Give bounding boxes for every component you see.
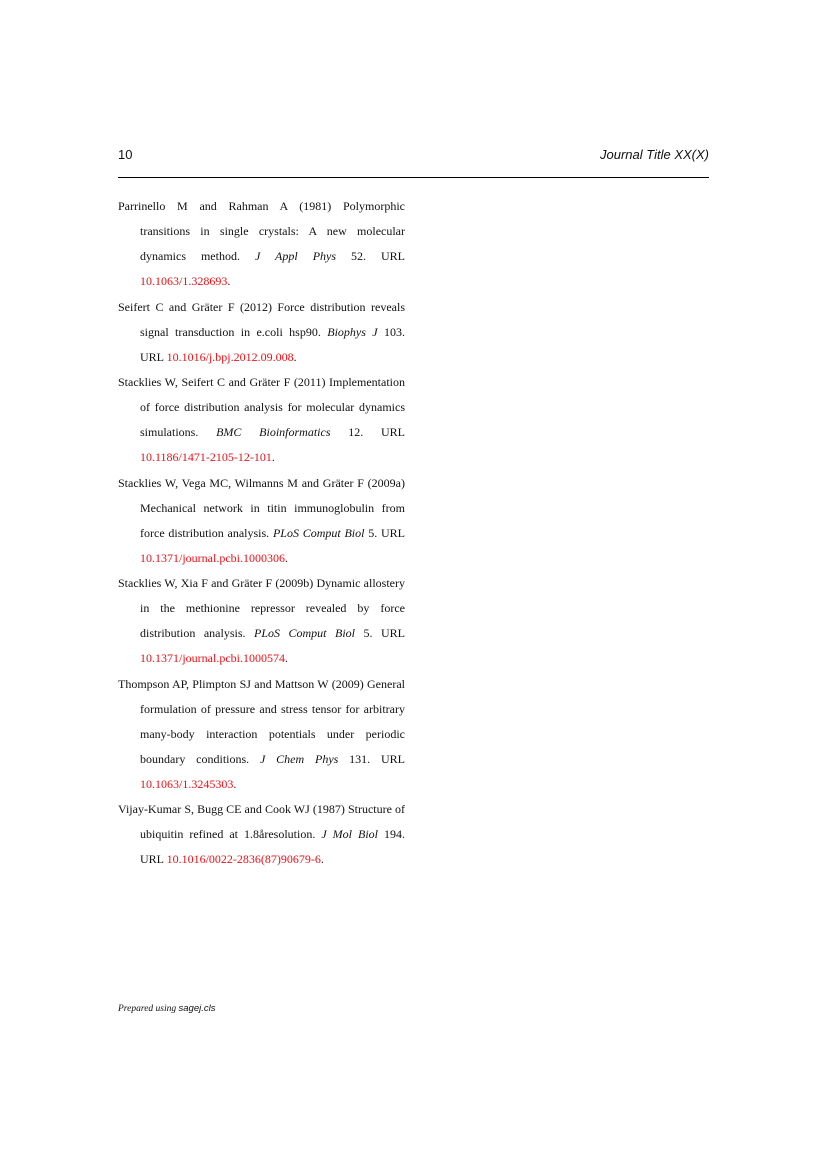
reference-end: . (233, 776, 237, 791)
reference-item (118, 370, 405, 470)
reference-volume: 131. (338, 751, 371, 766)
reference-volume: 103. (377, 324, 406, 339)
reference-journal: BMC Bioinformatics (216, 425, 331, 439)
reference-doi-link[interactable]: 10.1371/journal.pcbi.1000306 (140, 550, 285, 565)
reference-item (118, 194, 405, 294)
reference-volume: 194. (378, 827, 406, 841)
reference-item (118, 672, 405, 797)
reference-journal: J Mol Biol (321, 827, 379, 841)
reference-authors: Thompson AP, Plimpton SJ and Mattson W (2009) General formulation of pressure and stress tensor for arbitrary many-body interaction potentials under periodic boundary conditions. (118, 676, 405, 766)
reference-url-prefix: URL (372, 626, 406, 640)
reference-url-prefix: URL (366, 249, 405, 263)
reference-url-prefix: URL (140, 349, 167, 364)
reference-doi-link[interactable]: 10.1016/j.bpj.2012.09.008 (166, 349, 294, 364)
footer-cls: sagej.cls (178, 1003, 216, 1014)
reference-volume: 5. (355, 626, 373, 640)
reference-end: . (284, 651, 288, 665)
reference-end: . (284, 550, 288, 565)
reference-journal: Biophys J (327, 324, 378, 339)
reference-journal: J Appl Phys (254, 249, 337, 263)
footer-note (118, 1003, 215, 1014)
reference-url-prefix: URL (370, 751, 406, 766)
reference-authors: Vijay-Kumar S, Bugg CE and Cook WJ (1987) Structure of ubiquitin refined at 1.8åresolution. (118, 802, 405, 841)
page-number: 10 (118, 147, 133, 162)
reference-doi-link[interactable]: 10.1063/1.3245303 (140, 776, 234, 791)
reference-url-prefix: URL (140, 852, 167, 866)
reference-doi-link[interactable]: 10.1016/0022-2836(87)90679-6 (166, 852, 321, 866)
reference-journal: PLoS Comput Biol (272, 525, 365, 540)
reference-doi-link[interactable]: 10.1186/1471-2105-12-101 (140, 450, 272, 464)
reference-end: . (271, 450, 275, 464)
reference-list (118, 194, 405, 873)
reference-authors: Parrinello M and Rahman A (1981) Polymorphic transitions in single crystals: A new molecular dynamics method. (118, 199, 405, 263)
reference-authors: Stacklies W, Xia F and Gräter F (2009b) Dynamic allostery in the methionine repressor revealed by force distribution analysis. (118, 576, 405, 640)
reference-item (118, 471, 405, 571)
reference-authors: Stacklies W, Seifert C and Gräter F (2011) Implementation of force distribution analysis for molecular dynamics simulations. (118, 375, 405, 439)
reference-authors: Seifert C and Gräter F (2012) Force distribution reveals signal transduction in e.coli hsp90. (118, 299, 405, 339)
footer-prefix: Prepared using (118, 1004, 179, 1014)
reference-volume: 5. (364, 525, 378, 540)
reference-end: . (320, 852, 324, 866)
reference-journal: PLoS Comput Biol (254, 626, 356, 640)
reference-authors: Stacklies W, Vega MC, Wilmanns M and Gräter F (2009a) Mechanical network in titin immunoglobulin from force distribution analysis. (118, 475, 405, 540)
reference-item (118, 295, 405, 370)
reference-url-prefix: URL (363, 425, 406, 439)
reference-volume: 12. (330, 425, 364, 439)
reference-journal: J Chem Phys (260, 751, 339, 766)
reference-item (118, 797, 405, 872)
reference-volume: 52. (336, 249, 367, 263)
reference-end: . (293, 349, 297, 364)
reference-doi-link[interactable]: 10.1063/1.328693 (140, 274, 228, 288)
reference-end: . (227, 274, 231, 288)
reference-doi-link[interactable]: 10.1371/journal.pcbi.1000574 (140, 651, 285, 665)
header-rule (118, 177, 709, 178)
journal-title: Journal Title XX(X) (600, 147, 709, 162)
reference-item (118, 571, 405, 671)
reference-url-prefix: URL (377, 525, 406, 540)
